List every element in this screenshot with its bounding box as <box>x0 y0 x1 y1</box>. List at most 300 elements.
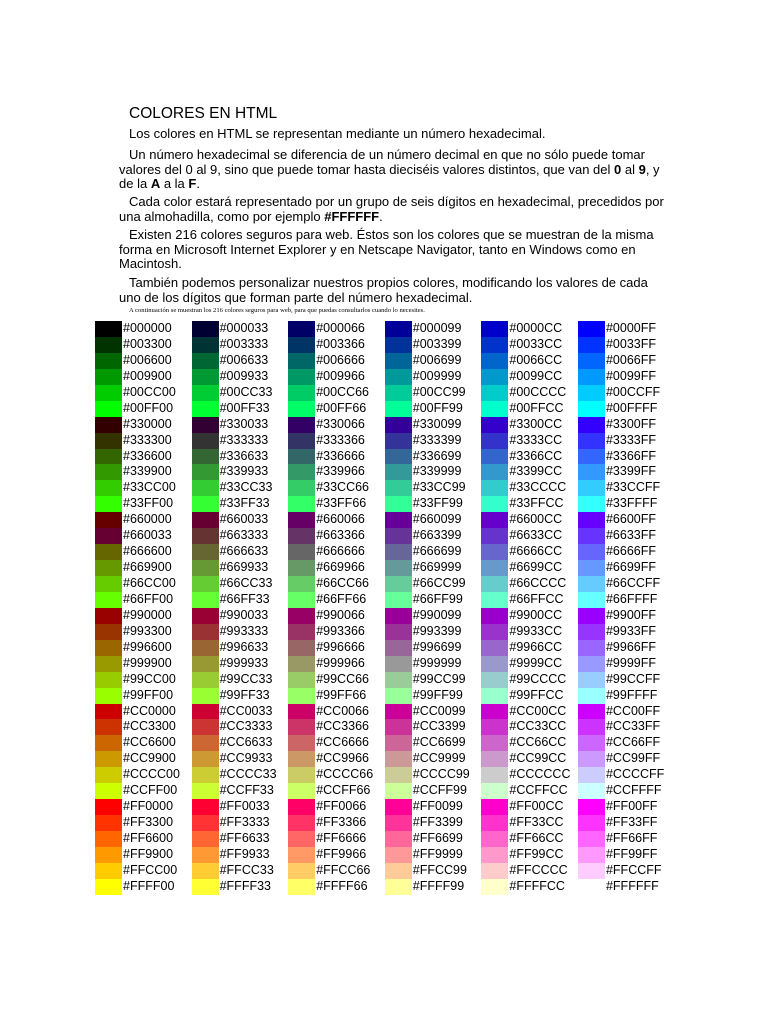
color-swatch <box>192 863 219 879</box>
color-cell <box>95 401 192 417</box>
color-code: #FF0066 <box>316 799 367 814</box>
color-code: #FF66FF <box>605 831 658 845</box>
color-code: #999999 <box>412 655 462 670</box>
color-swatch <box>578 879 605 895</box>
bold-letter-f: F <box>188 176 197 192</box>
color-code: #0099CC <box>509 368 563 383</box>
color-cell <box>481 592 578 608</box>
color-cell <box>95 656 192 672</box>
color-code: #FF33CC <box>509 815 564 830</box>
color-swatch <box>578 799 605 815</box>
color-cell <box>192 433 289 449</box>
color-code: #009933 <box>219 368 269 383</box>
color-swatch <box>481 783 508 799</box>
color-swatch <box>385 704 412 720</box>
color-swatch <box>578 847 605 863</box>
color-cell <box>481 735 578 751</box>
color-cell <box>288 528 385 544</box>
color-cell <box>385 464 482 480</box>
color-cell <box>95 369 192 385</box>
color-swatch <box>95 831 122 847</box>
color-code: #FF0099 <box>412 799 463 814</box>
color-code: #0099FF <box>605 368 656 383</box>
color-swatch <box>385 656 412 672</box>
color-cell <box>192 799 289 815</box>
color-cell <box>481 847 578 863</box>
color-code: #333399 <box>412 432 462 447</box>
color-cell <box>95 337 192 353</box>
color-cell <box>481 608 578 624</box>
color-cell <box>481 449 578 465</box>
color-cell <box>481 321 578 337</box>
color-cell <box>481 815 578 831</box>
color-code: #FF6600 <box>123 831 174 845</box>
color-swatch <box>481 528 508 544</box>
color-cell <box>95 449 192 465</box>
color-code: #000033 <box>219 321 269 335</box>
color-code: #CCFFCC <box>509 783 568 798</box>
color-swatch <box>481 751 508 767</box>
color-swatch <box>385 863 412 879</box>
color-code: #FF9999 <box>412 846 463 861</box>
color-swatch <box>288 480 315 496</box>
color-cell <box>288 576 385 592</box>
color-cell <box>385 417 482 433</box>
color-swatch <box>95 449 122 465</box>
color-code: #999966 <box>316 655 365 670</box>
color-swatch <box>95 815 122 831</box>
color-cell <box>578 719 675 735</box>
color-code: #FF99FF <box>605 846 658 861</box>
color-cell <box>192 512 289 528</box>
color-cell <box>95 879 192 895</box>
color-swatch <box>95 385 122 401</box>
color-cell <box>481 417 578 433</box>
color-code: #FF00CC <box>509 799 564 814</box>
color-code: #6699FF <box>605 560 656 575</box>
color-swatch <box>481 704 508 720</box>
color-code: #66FF00 <box>123 591 174 606</box>
color-swatch <box>481 799 508 815</box>
color-swatch <box>288 544 315 560</box>
color-swatch <box>288 815 315 831</box>
color-cell <box>578 624 675 640</box>
color-swatch <box>95 528 122 544</box>
color-swatch <box>578 321 605 337</box>
color-code: #CCCCFF <box>605 767 665 782</box>
color-cell <box>578 783 675 799</box>
color-swatch <box>578 464 605 480</box>
color-swatch <box>192 353 219 369</box>
color-swatch <box>578 704 605 720</box>
color-cell <box>385 369 482 385</box>
color-swatch <box>95 512 122 528</box>
color-code: #FF00FF <box>605 799 658 814</box>
color-code: #CC00FF <box>605 703 661 718</box>
color-code: #FFCC66 <box>316 862 371 877</box>
color-code: #66FFCC <box>509 591 564 606</box>
color-cell <box>481 385 578 401</box>
color-code: #003399 <box>412 336 462 351</box>
color-swatch <box>192 464 219 480</box>
color-code: #FFFF66 <box>316 878 368 893</box>
color-swatch <box>385 751 412 767</box>
color-cell <box>385 751 482 767</box>
color-cell <box>578 512 675 528</box>
color-code: #33FF66 <box>316 496 367 511</box>
color-code: #0066CC <box>509 352 563 367</box>
color-code: #663366 <box>316 528 365 543</box>
paragraph-hexadecimal-text-2: al <box>621 161 639 177</box>
color-code: #FFCC00 <box>123 862 178 877</box>
color-cell <box>192 321 289 337</box>
color-code: #330099 <box>412 416 462 431</box>
color-swatch <box>95 353 122 369</box>
color-cell <box>578 847 675 863</box>
color-cell <box>578 433 675 449</box>
color-swatch <box>288 433 315 449</box>
color-cell <box>481 576 578 592</box>
color-swatch <box>578 767 605 783</box>
color-swatch <box>578 512 605 528</box>
color-cell <box>95 767 192 783</box>
color-cell <box>192 560 289 576</box>
color-cell <box>385 449 482 465</box>
color-code: #FF3366 <box>316 815 367 830</box>
color-code: #CC0099 <box>412 703 466 718</box>
color-cell <box>385 704 482 720</box>
color-swatch <box>288 512 315 528</box>
color-code: #FFFFCC <box>509 878 565 893</box>
color-swatch <box>385 496 412 512</box>
color-swatch <box>385 337 412 353</box>
color-swatch <box>481 496 508 512</box>
paragraph-hexadecimal-text-1: Un número hexadecimal se diferencia de un número decimal en que no sólo puede tomar valores del 0 al 9, sino que puede tomar hasta dieciséis valores distintos, que van del <box>119 147 645 177</box>
color-swatch <box>481 815 508 831</box>
color-swatch <box>481 672 508 688</box>
color-code: #663333 <box>219 528 269 543</box>
color-cell <box>288 544 385 560</box>
color-swatch <box>481 464 508 480</box>
color-cell <box>385 640 482 656</box>
color-cell <box>95 433 192 449</box>
color-code: #3300FF <box>605 416 656 431</box>
color-swatch <box>288 863 315 879</box>
color-swatch <box>288 449 315 465</box>
color-cell <box>385 560 482 576</box>
color-cell <box>481 528 578 544</box>
color-code: #CCCC00 <box>123 767 180 782</box>
color-code: #FF9966 <box>316 846 367 861</box>
color-cell <box>385 544 482 560</box>
color-code: #CC33CC <box>509 719 567 734</box>
color-code: #66CCFF <box>605 576 661 590</box>
color-swatch <box>288 321 315 337</box>
color-swatch <box>288 879 315 895</box>
color-swatch <box>385 401 412 417</box>
color-cell <box>385 385 482 401</box>
color-cell <box>578 831 675 847</box>
color-swatch <box>385 369 412 385</box>
color-swatch <box>288 831 315 847</box>
color-cell <box>578 560 675 576</box>
color-swatch <box>385 544 412 560</box>
color-swatch <box>385 592 412 608</box>
color-cell <box>288 735 385 751</box>
color-code: #33CC00 <box>123 480 176 495</box>
color-swatch <box>481 560 508 576</box>
color-code: #00FF33 <box>219 400 270 415</box>
color-code: #FFCC99 <box>412 862 467 877</box>
color-cell <box>288 767 385 783</box>
color-cell <box>481 433 578 449</box>
color-code: #660033 <box>123 528 172 543</box>
color-cell <box>481 464 578 480</box>
color-swatch <box>481 353 508 369</box>
color-cell <box>288 783 385 799</box>
color-code: #9999CC <box>509 655 563 670</box>
color-code: #00FF66 <box>316 400 367 415</box>
color-swatch <box>95 560 122 576</box>
color-code: #333300 <box>123 432 172 447</box>
color-swatch <box>95 480 122 496</box>
color-cell <box>578 704 675 720</box>
color-code: #CCCC99 <box>412 767 470 782</box>
color-code: #99CCFF <box>605 671 661 686</box>
color-code: #00FFFF <box>605 400 658 415</box>
color-swatch <box>385 321 412 337</box>
color-cell <box>95 863 192 879</box>
color-swatch <box>288 767 315 783</box>
color-swatch <box>481 433 508 449</box>
color-swatch <box>481 640 508 656</box>
color-cell <box>481 831 578 847</box>
color-swatch <box>385 831 412 847</box>
color-cell <box>288 592 385 608</box>
color-cell <box>95 799 192 815</box>
color-cell <box>481 751 578 767</box>
color-cell <box>481 480 578 496</box>
color-cell <box>578 751 675 767</box>
color-swatch <box>578 751 605 767</box>
color-swatch <box>578 369 605 385</box>
color-swatch <box>95 719 122 735</box>
color-cell <box>578 417 675 433</box>
color-cell <box>95 815 192 831</box>
color-cell <box>288 688 385 704</box>
color-cell <box>385 831 482 847</box>
color-cell <box>192 847 289 863</box>
color-cell <box>385 433 482 449</box>
color-swatch <box>578 624 605 640</box>
color-cell <box>578 337 675 353</box>
color-code: #00FFCC <box>509 400 564 415</box>
color-swatch <box>95 735 122 751</box>
color-cell <box>578 401 675 417</box>
color-code: #66FF33 <box>219 591 270 606</box>
color-swatch <box>481 847 508 863</box>
color-swatch <box>578 385 605 401</box>
color-cell <box>481 640 578 656</box>
color-swatch <box>192 799 219 815</box>
bold-letter-a: A <box>150 176 161 192</box>
color-swatch <box>288 337 315 353</box>
color-cell <box>288 831 385 847</box>
page-title: COLORES EN HTML <box>129 105 278 122</box>
color-cell <box>192 464 289 480</box>
color-cell <box>385 576 482 592</box>
color-cell <box>385 656 482 672</box>
color-swatch <box>385 847 412 863</box>
color-cell <box>288 385 385 401</box>
color-swatch <box>481 401 508 417</box>
color-code: #339900 <box>123 464 172 479</box>
color-swatch <box>288 401 315 417</box>
color-cell <box>192 719 289 735</box>
color-swatch <box>192 767 219 783</box>
color-code: #33CCFF <box>605 480 661 495</box>
color-code: #9933CC <box>509 623 563 638</box>
color-swatch <box>288 592 315 608</box>
color-cell <box>481 512 578 528</box>
color-code: #330000 <box>123 416 172 431</box>
color-code: #FF6633 <box>219 831 270 845</box>
color-swatch <box>385 480 412 496</box>
color-code: #FF33FF <box>605 815 658 830</box>
color-swatch <box>192 401 219 417</box>
color-cell <box>192 783 289 799</box>
color-swatch <box>95 751 122 767</box>
color-cell <box>192 528 289 544</box>
color-cell <box>481 353 578 369</box>
color-swatch <box>481 417 508 433</box>
color-code: #000000 <box>123 321 172 335</box>
color-cell <box>288 353 385 369</box>
color-code: #FF6699 <box>412 831 463 845</box>
color-cell <box>192 815 289 831</box>
color-code: #339999 <box>412 464 462 479</box>
color-cell <box>95 704 192 720</box>
color-cell <box>385 799 482 815</box>
color-code: #CCCCCC <box>509 767 571 782</box>
color-cell <box>481 719 578 735</box>
color-cell <box>288 480 385 496</box>
color-cell <box>481 672 578 688</box>
color-code: #CCFF00 <box>123 783 178 798</box>
color-code: #009900 <box>123 368 172 383</box>
color-cell <box>192 767 289 783</box>
color-cell <box>578 863 675 879</box>
color-swatch <box>481 608 508 624</box>
color-code: #CC3333 <box>219 719 273 734</box>
color-swatch <box>578 672 605 688</box>
color-swatch <box>288 719 315 735</box>
color-cell <box>288 449 385 465</box>
color-swatch <box>288 464 315 480</box>
color-code: #9900FF <box>605 607 656 622</box>
paragraph-hexadecimal-text-5: . <box>196 176 200 192</box>
color-swatch <box>95 847 122 863</box>
color-cell <box>385 783 482 799</box>
color-cell <box>385 767 482 783</box>
color-code: #336633 <box>219 448 269 463</box>
color-code: #CCFFFF <box>605 783 662 798</box>
paragraph-custom-colors-text: También podemos personalizar nuestros propios colores, modificando los valores de cada uno de los dígitos que forman parte del número hexadecimal. <box>119 275 648 305</box>
color-code: #33CC33 <box>219 480 273 495</box>
color-code: #CC6666 <box>316 735 370 750</box>
color-cell <box>385 719 482 735</box>
color-code: #CC9900 <box>123 751 176 766</box>
color-cell <box>385 337 482 353</box>
color-swatch <box>288 751 315 767</box>
color-cell <box>385 815 482 831</box>
color-code: #990033 <box>219 607 269 622</box>
color-code: #33CCCC <box>509 480 567 495</box>
color-cell <box>288 608 385 624</box>
color-code: #FF66CC <box>509 831 564 845</box>
color-code: #CCFF33 <box>219 783 274 798</box>
paragraph-intro <box>119 127 664 142</box>
color-cell <box>481 496 578 512</box>
color-swatch <box>288 560 315 576</box>
color-cell <box>288 815 385 831</box>
color-swatch <box>481 337 508 353</box>
color-swatch <box>578 592 605 608</box>
color-code: #0000FF <box>605 321 656 335</box>
color-code: #00CC00 <box>123 384 176 399</box>
color-cell <box>578 449 675 465</box>
color-code: #996666 <box>316 639 365 654</box>
color-code: #66CC00 <box>123 576 176 590</box>
color-cell <box>578 385 675 401</box>
paragraph-web-safe <box>119 228 664 272</box>
color-cell <box>192 544 289 560</box>
color-swatch <box>95 464 122 480</box>
color-code: #CC3300 <box>123 719 176 734</box>
color-cell <box>95 783 192 799</box>
color-swatch <box>192 751 219 767</box>
color-cell <box>95 672 192 688</box>
color-cell <box>481 544 578 560</box>
color-code: #CC0000 <box>123 703 176 718</box>
color-cell <box>288 433 385 449</box>
color-code: #333333 <box>219 432 269 447</box>
color-cell <box>385 353 482 369</box>
color-cell <box>481 560 578 576</box>
color-cell <box>481 624 578 640</box>
color-code: #330066 <box>316 416 365 431</box>
bold-digit-0: 0 <box>614 161 622 177</box>
color-swatch <box>95 337 122 353</box>
color-code: #993300 <box>123 623 172 638</box>
color-cell <box>481 369 578 385</box>
color-cell <box>288 624 385 640</box>
color-code: #CC9999 <box>412 751 466 766</box>
color-swatch <box>481 480 508 496</box>
color-code: #6666FF <box>605 544 656 559</box>
color-cell <box>481 688 578 704</box>
color-code: #CC3399 <box>412 719 466 734</box>
color-code: #3399CC <box>509 464 563 479</box>
paragraph-color-format-text-1: Cada color estará representado por un grupo de seis dígitos en hexadecimal, precedidos por una almohadilla, como por ejemplo <box>119 194 664 224</box>
color-cell <box>288 863 385 879</box>
color-swatch <box>192 688 219 704</box>
color-swatch <box>95 624 122 640</box>
color-swatch <box>95 672 122 688</box>
color-swatch <box>192 449 219 465</box>
color-cell <box>192 672 289 688</box>
color-cell <box>578 321 675 337</box>
